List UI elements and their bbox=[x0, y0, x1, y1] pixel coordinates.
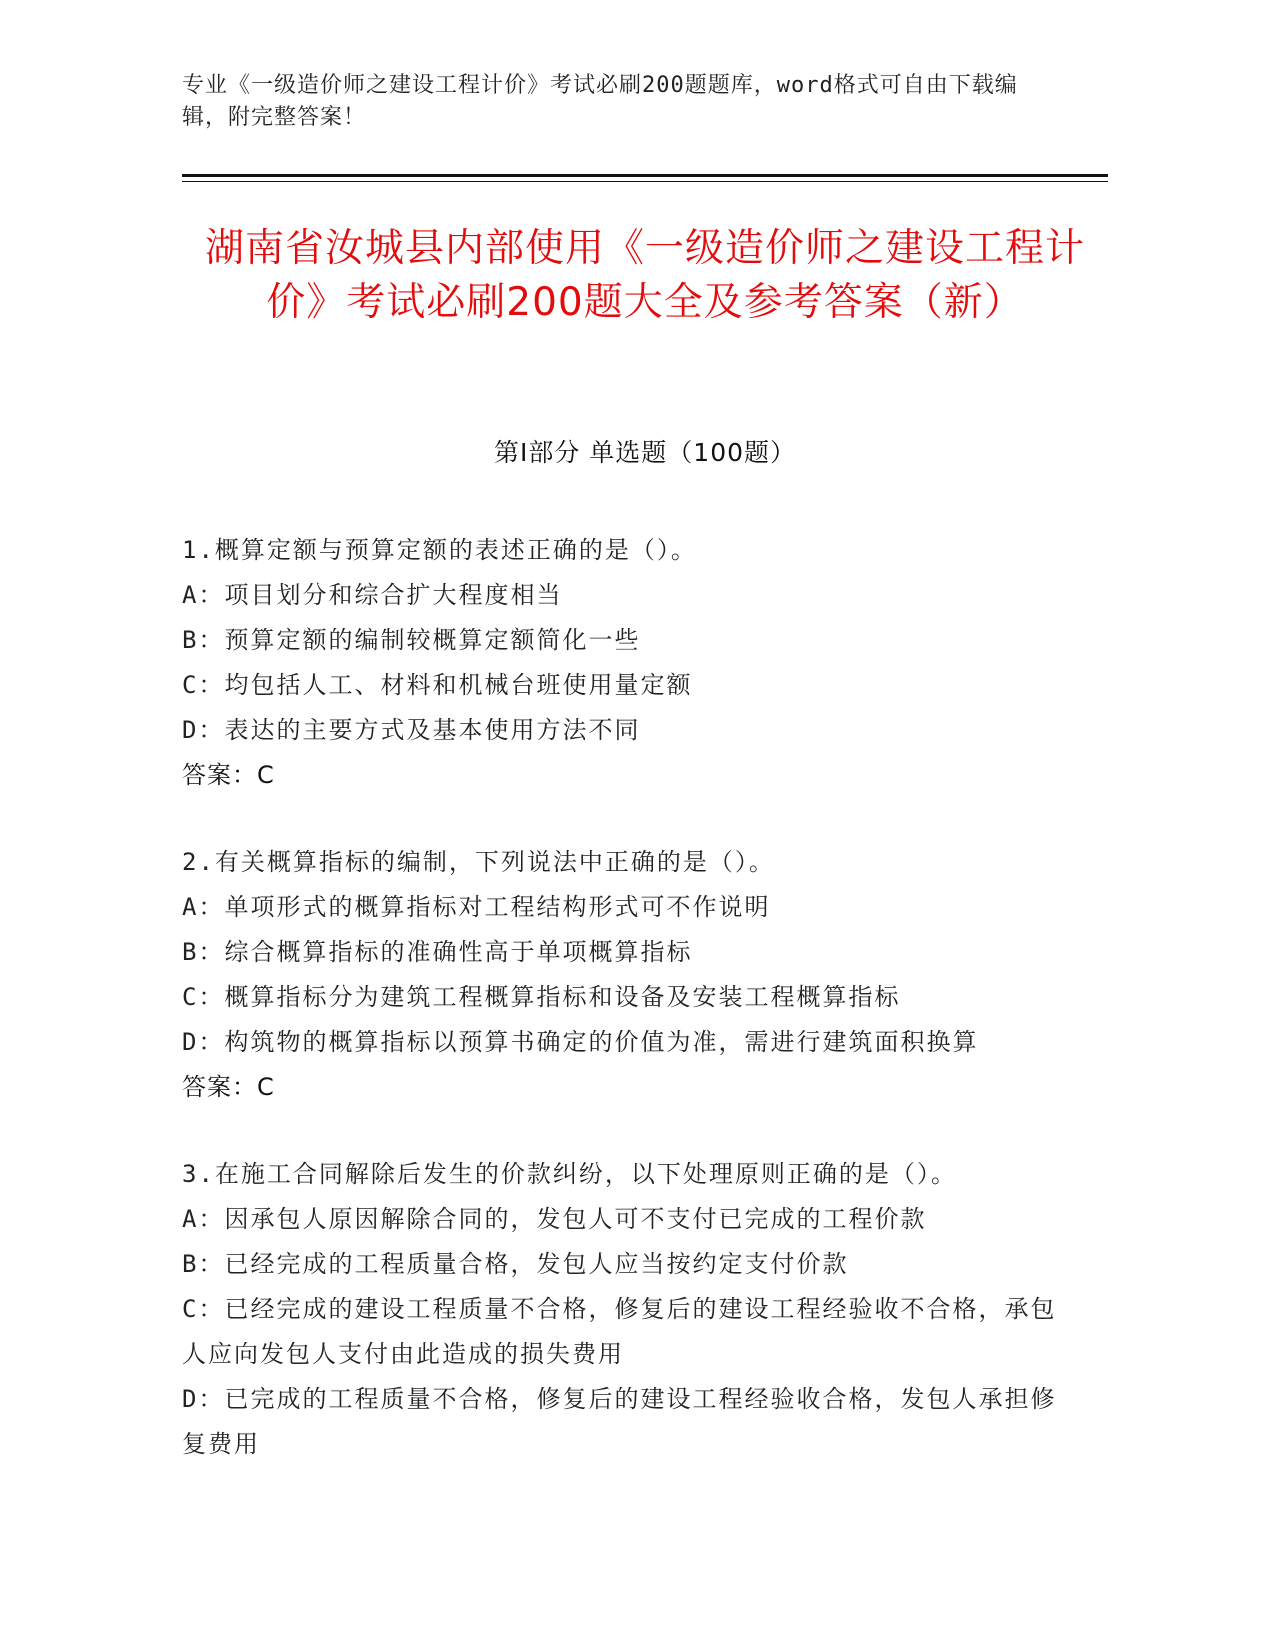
option-d: D：已完成的工程质量不合格，修复后的建设工程经验收合格，发包人承担修复费用 bbox=[182, 1385, 1057, 1458]
question-stem: 3.在施工合同解除后发生的价款纠纷，以下处理原则正确的是（）。 bbox=[182, 1160, 957, 1188]
answer: 答案：C bbox=[182, 1073, 275, 1101]
option-c: C：概算指标分为建筑工程概算指标和设备及安装工程概算指标 bbox=[182, 983, 901, 1011]
option-a: A：项目划分和综合扩大程度相当 bbox=[182, 581, 563, 609]
header-rule-thin bbox=[182, 181, 1108, 182]
option-c: C：均包括人工、材料和机械台班使用量定额 bbox=[182, 671, 693, 699]
question-1 bbox=[182, 528, 1062, 798]
section-title: 第Ⅰ部分 单选题（100题） bbox=[493, 438, 797, 467]
question-stem: 1.概算定额与预算定额的表述正确的是（）。 bbox=[182, 536, 697, 564]
question-list bbox=[182, 528, 1062, 1509]
option-a: A：因承包人原因解除合同的，发包人可不支付已完成的工程价款 bbox=[182, 1205, 927, 1233]
option-b: B：已经完成的工程质量合格，发包人应当按约定支付价款 bbox=[182, 1250, 849, 1278]
question-3 bbox=[182, 1152, 1062, 1467]
option-b: B：预算定额的编制较概算定额简化一些 bbox=[182, 626, 641, 654]
option-a: A：单项形式的概算指标对工程结构形式可不作说明 bbox=[182, 893, 771, 921]
option-d: D：表达的主要方式及基本使用方法不同 bbox=[182, 716, 641, 744]
header-rule-thick bbox=[182, 174, 1108, 177]
question-2 bbox=[182, 840, 1062, 1110]
option-c: C：已经完成的建设工程质量不合格，修复后的建设工程经验收不合格，承包人应向发包人支付由此造成的损失费用 bbox=[182, 1295, 1057, 1368]
document-title: 湖南省汝城县内部使用《一级造价师之建设工程计价》考试必刷200题大全及参考答案（新） bbox=[204, 226, 1085, 325]
option-b: B：综合概算指标的准确性高于单项概算指标 bbox=[182, 938, 693, 966]
header-note: 专业《一级造价师之建设工程计价》考试必刷200题题库，word格式可自由下载编辑，附完整答案！ bbox=[182, 73, 1018, 130]
option-d: D：构筑物的概算指标以预算书确定的价值为准，需进行建筑面积换算 bbox=[182, 1028, 979, 1056]
question-stem: 2.有关概算指标的编制，下列说法中正确的是（）。 bbox=[182, 848, 775, 876]
answer: 答案：C bbox=[182, 761, 275, 789]
